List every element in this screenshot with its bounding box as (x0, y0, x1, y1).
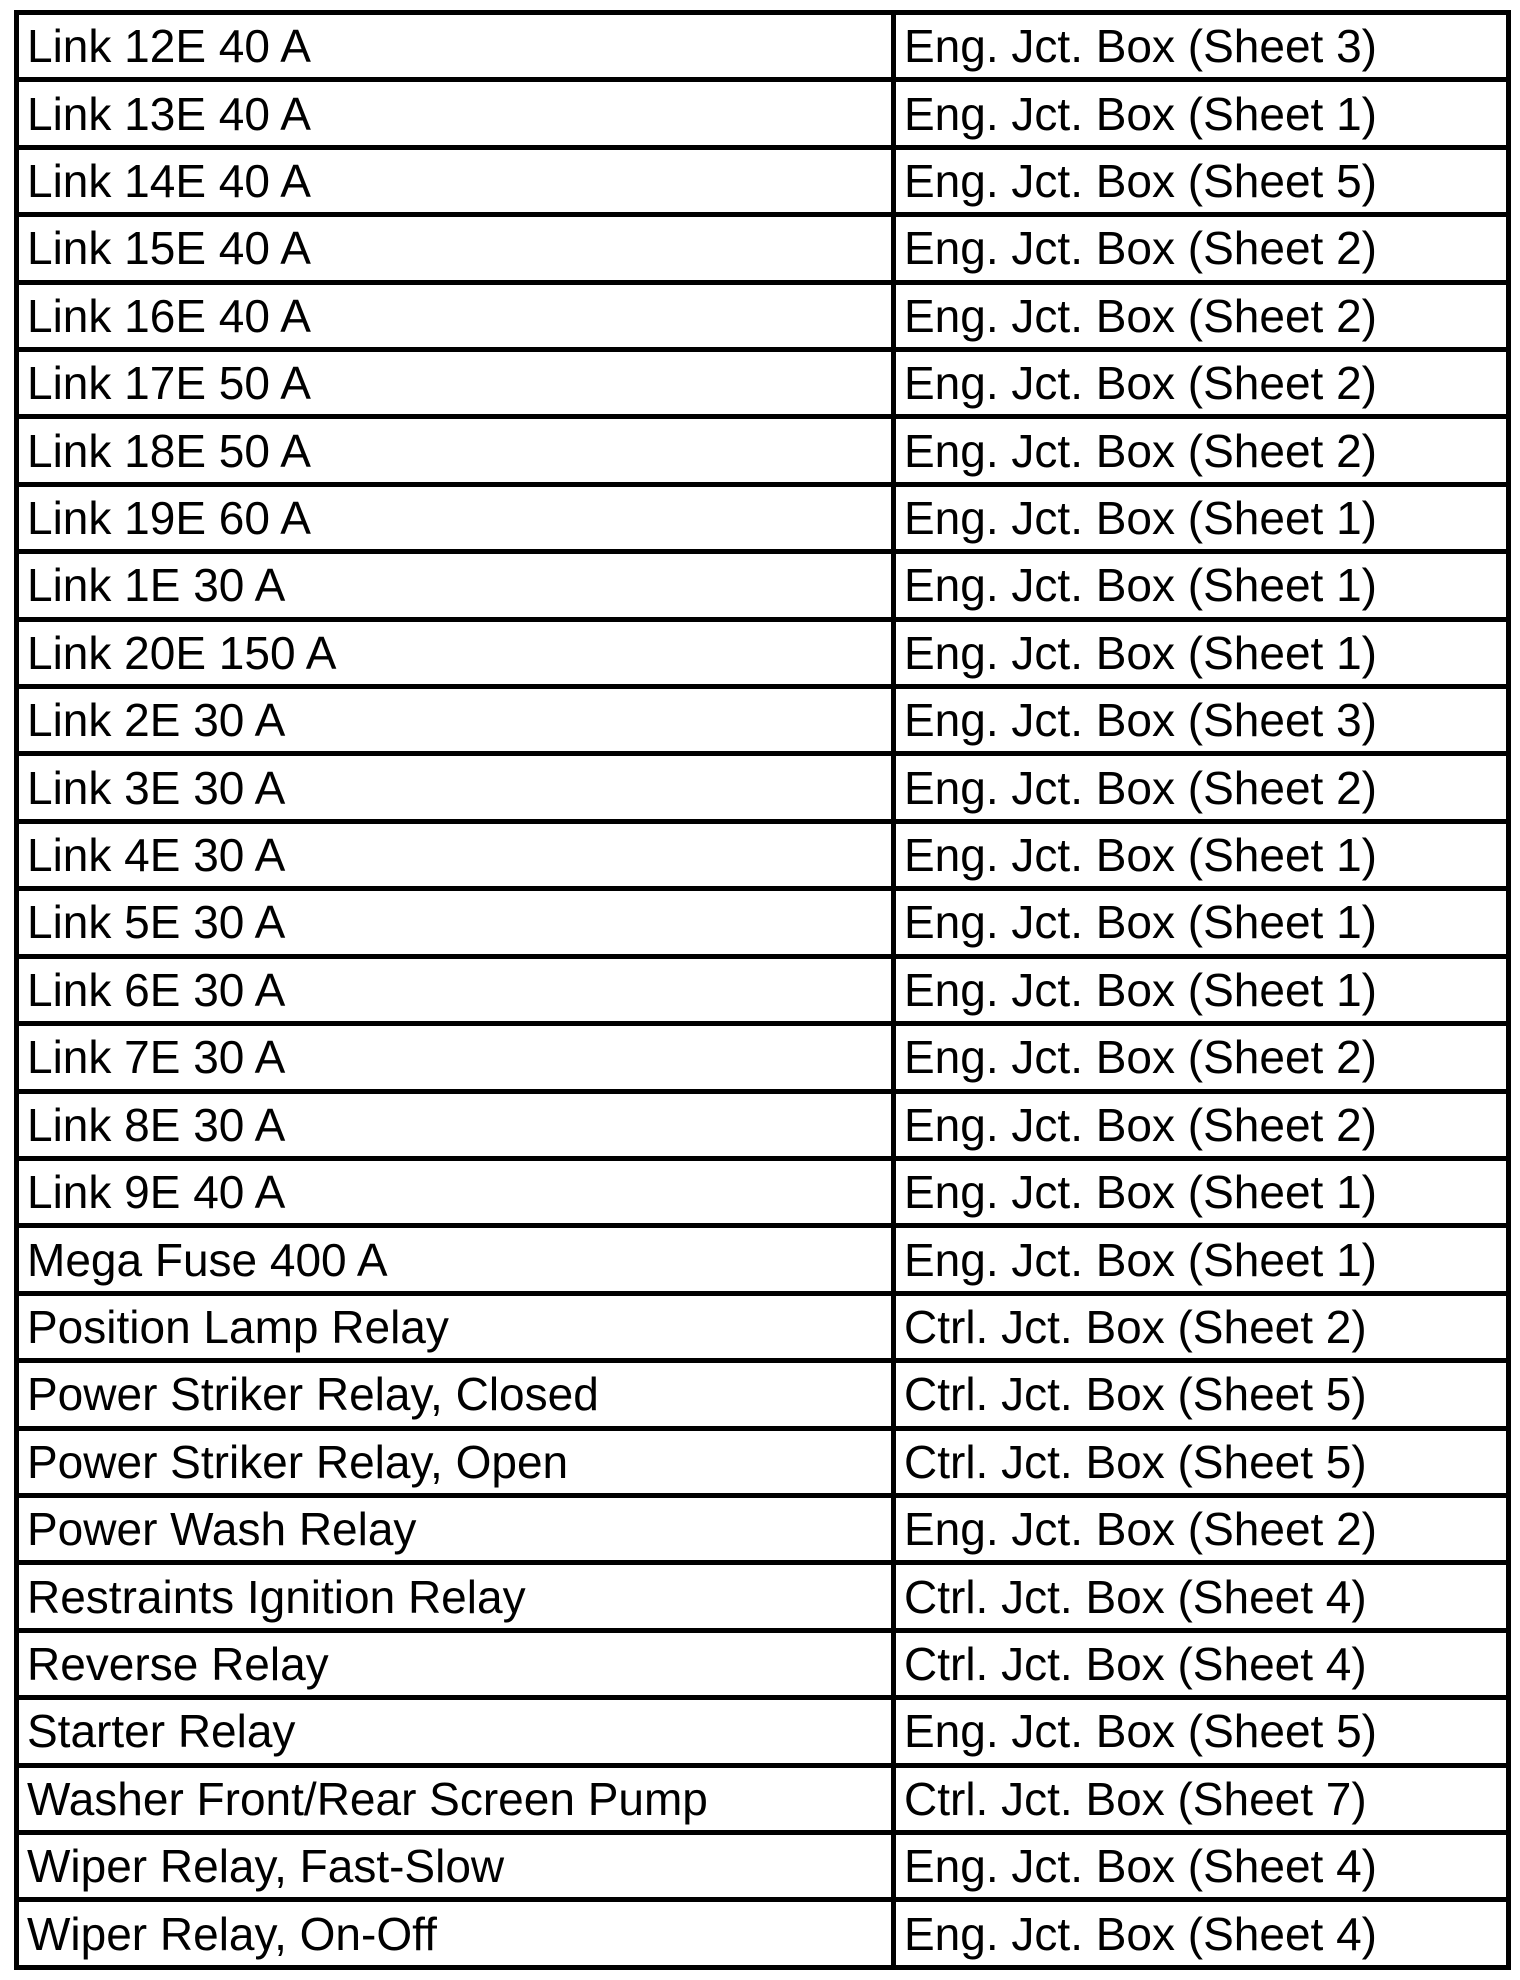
component-cell: Restraints Ignition Relay (17, 1563, 894, 1630)
component-cell: Link 3E 30 A (17, 754, 894, 821)
component-cell: Link 13E 40 A (17, 80, 894, 147)
table-row (17, 13, 1509, 80)
table-row (17, 1698, 1509, 1765)
table-row (17, 687, 1509, 754)
location-cell: Eng. Jct. Box (Sheet 1) (894, 956, 1509, 1023)
component-cell: Link 9E 40 A (17, 1158, 894, 1225)
component-cell: Link 18E 50 A (17, 417, 894, 484)
location-cell: Eng. Jct. Box (Sheet 1) (894, 821, 1509, 888)
table-row (17, 282, 1509, 349)
location-cell: Eng. Jct. Box (Sheet 2) (894, 1091, 1509, 1158)
location-cell: Eng. Jct. Box (Sheet 1) (894, 1158, 1509, 1225)
location-cell: Eng. Jct. Box (Sheet 2) (894, 754, 1509, 821)
table-row (17, 1563, 1509, 1630)
component-cell: Link 5E 30 A (17, 889, 894, 956)
component-cell: Link 16E 40 A (17, 282, 894, 349)
component-cell: Washer Front/Rear Screen Pump (17, 1765, 894, 1832)
location-cell: Eng. Jct. Box (Sheet 4) (894, 1900, 1509, 1968)
component-cell: Link 19E 60 A (17, 484, 894, 551)
table-row (17, 80, 1509, 147)
component-cell: Wiper Relay, On-Off (17, 1900, 894, 1968)
location-cell: Ctrl. Jct. Box (Sheet 5) (894, 1361, 1509, 1428)
component-cell: Link 6E 30 A (17, 956, 894, 1023)
table-row (17, 147, 1509, 214)
location-cell: Eng. Jct. Box (Sheet 1) (894, 484, 1509, 551)
location-cell: Ctrl. Jct. Box (Sheet 7) (894, 1765, 1509, 1832)
table-row (17, 417, 1509, 484)
location-cell: Eng. Jct. Box (Sheet 2) (894, 1495, 1509, 1562)
component-cell: Link 4E 30 A (17, 821, 894, 888)
table-body (17, 13, 1509, 1968)
table-row (17, 1024, 1509, 1091)
component-cell: Power Striker Relay, Closed (17, 1361, 894, 1428)
component-cell: Position Lamp Relay (17, 1293, 894, 1360)
location-cell: Eng. Jct. Box (Sheet 2) (894, 1024, 1509, 1091)
location-cell: Eng. Jct. Box (Sheet 3) (894, 13, 1509, 80)
location-cell: Eng. Jct. Box (Sheet 5) (894, 147, 1509, 214)
component-cell: Link 2E 30 A (17, 687, 894, 754)
table-row (17, 484, 1509, 551)
location-cell: Eng. Jct. Box (Sheet 2) (894, 215, 1509, 282)
component-cell: Link 15E 40 A (17, 215, 894, 282)
location-cell: Eng. Jct. Box (Sheet 1) (894, 1226, 1509, 1293)
table-row (17, 1293, 1509, 1360)
component-cell: Link 7E 30 A (17, 1024, 894, 1091)
location-cell: Eng. Jct. Box (Sheet 1) (894, 80, 1509, 147)
table-row (17, 1226, 1509, 1293)
table-row (17, 619, 1509, 686)
location-cell: Ctrl. Jct. Box (Sheet 4) (894, 1563, 1509, 1630)
location-cell: Eng. Jct. Box (Sheet 1) (894, 552, 1509, 619)
component-location-table (14, 10, 1511, 1970)
location-cell: Ctrl. Jct. Box (Sheet 5) (894, 1428, 1509, 1495)
table-row (17, 1900, 1509, 1968)
table-row (17, 350, 1509, 417)
location-cell: Eng. Jct. Box (Sheet 1) (894, 889, 1509, 956)
component-cell: Power Striker Relay, Open (17, 1428, 894, 1495)
component-cell: Link 12E 40 A (17, 13, 894, 80)
component-cell: Link 20E 150 A (17, 619, 894, 686)
location-cell: Eng. Jct. Box (Sheet 2) (894, 350, 1509, 417)
table-row (17, 1765, 1509, 1832)
component-cell: Link 17E 50 A (17, 350, 894, 417)
component-cell: Reverse Relay (17, 1630, 894, 1697)
location-cell: Eng. Jct. Box (Sheet 1) (894, 619, 1509, 686)
component-cell: Mega Fuse 400 A (17, 1226, 894, 1293)
table-row (17, 1428, 1509, 1495)
location-cell: Eng. Jct. Box (Sheet 5) (894, 1698, 1509, 1765)
location-cell: Eng. Jct. Box (Sheet 3) (894, 687, 1509, 754)
component-cell: Power Wash Relay (17, 1495, 894, 1562)
location-cell: Eng. Jct. Box (Sheet 2) (894, 282, 1509, 349)
component-cell: Starter Relay (17, 1698, 894, 1765)
table-row (17, 215, 1509, 282)
component-location-sheet (14, 10, 1506, 1970)
component-cell: Link 14E 40 A (17, 147, 894, 214)
table-row (17, 956, 1509, 1023)
table-row (17, 1630, 1509, 1697)
component-cell: Wiper Relay, Fast-Slow (17, 1832, 894, 1899)
table-row (17, 1091, 1509, 1158)
table-row (17, 552, 1509, 619)
table-row (17, 754, 1509, 821)
table-row (17, 1832, 1509, 1899)
table-row (17, 889, 1509, 956)
location-cell: Eng. Jct. Box (Sheet 4) (894, 1832, 1509, 1899)
location-cell: Ctrl. Jct. Box (Sheet 4) (894, 1630, 1509, 1697)
location-cell: Ctrl. Jct. Box (Sheet 2) (894, 1293, 1509, 1360)
table-row (17, 821, 1509, 888)
location-cell: Eng. Jct. Box (Sheet 2) (894, 417, 1509, 484)
table-row (17, 1361, 1509, 1428)
table-row (17, 1158, 1509, 1225)
component-cell: Link 1E 30 A (17, 552, 894, 619)
table-row (17, 1495, 1509, 1562)
component-cell: Link 8E 30 A (17, 1091, 894, 1158)
